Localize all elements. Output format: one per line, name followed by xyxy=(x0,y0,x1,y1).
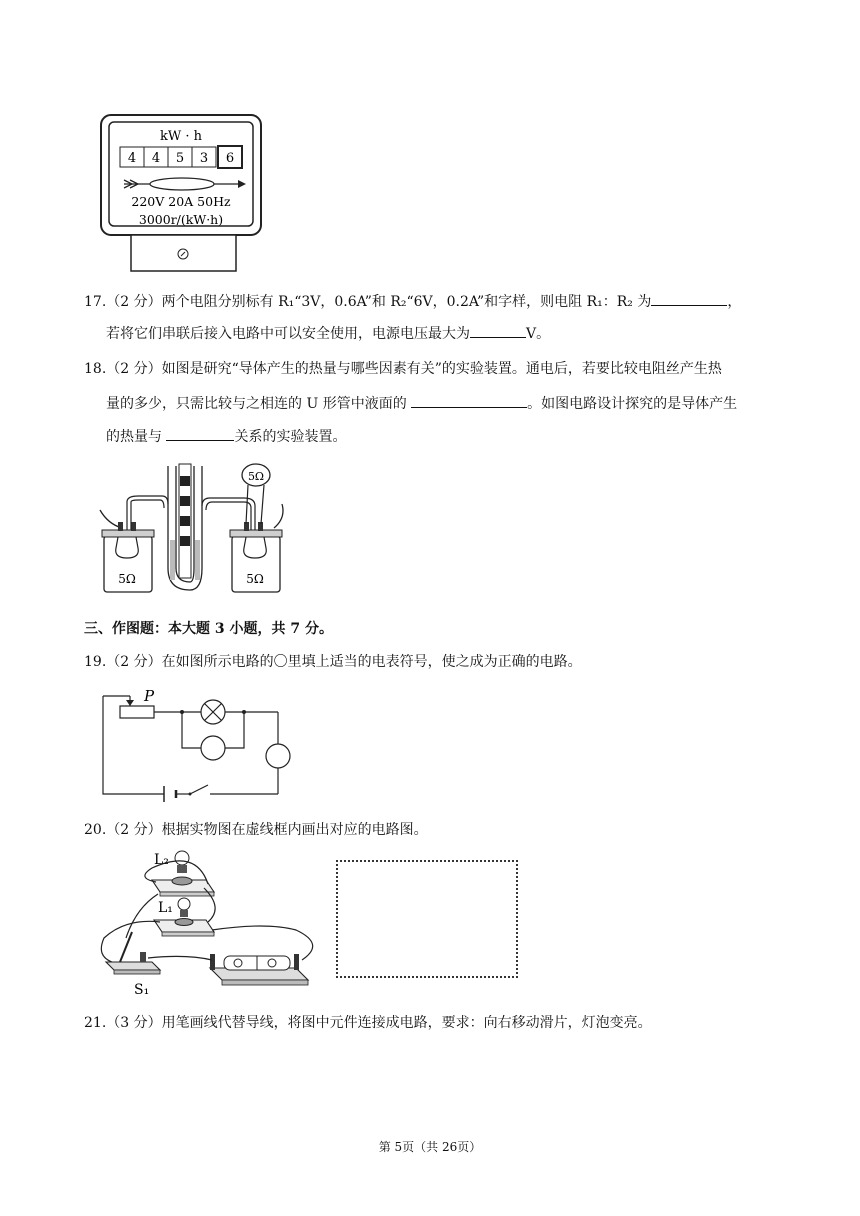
lamp-l2-label: L₂ xyxy=(154,852,169,868)
bulb-l2-icon xyxy=(175,851,189,865)
section-3-title: 三、作图题：本大题 3 小题，共 7 分。 xyxy=(84,621,333,637)
meter-digit: 4 xyxy=(127,151,137,166)
meter-digit: 5 xyxy=(175,151,185,166)
question-18-text-3: 的热量与 xyxy=(106,429,162,445)
page-footer: 第 5页（共 26页） xyxy=(378,1140,482,1154)
heating-apparatus-figure xyxy=(98,458,298,608)
answer-blank[interactable] xyxy=(166,426,234,441)
question-17-text: 17.（2 分）两个电阻分别标有 R₁“3V，0.6A”和 R₂“6V，0.2A”和字样，则电阻 R₁：R₂ 为 xyxy=(84,294,652,310)
question-18-text-2b: 。如图电路设计探究的是导体产生 xyxy=(527,396,738,412)
meter-digit-decimal: 6 xyxy=(225,151,235,166)
question-18-text-2: 量的多少，只需比较与之相连的 U 形管中液面的 xyxy=(106,396,407,412)
drawing-answer-box[interactable] xyxy=(336,860,518,978)
question-17-unit: V。 xyxy=(526,326,551,342)
meter-digit: 4 xyxy=(151,151,161,166)
physical-circuit-figure xyxy=(96,848,328,998)
question-21-text: 21.（3 分）用笔画线代替导线，将图中元件连接成电路，要求：向右移动滑片，灯泡变亮。 xyxy=(84,1015,652,1031)
question-18-line-2 xyxy=(106,393,737,414)
meter-rating-label: 220V 20A 50Hz xyxy=(131,194,231,209)
question-17-line-1 xyxy=(84,291,741,312)
rheostat-icon xyxy=(120,706,154,718)
question-19-text: 19.（2 分）在如图所示电路的〇里填上适当的电表符号，使之成为正确的电路。 xyxy=(84,654,582,670)
question-17-punct: ， xyxy=(727,294,742,310)
lamp-l1-label: L₁ xyxy=(158,900,173,916)
rheostat-slider-arrow-icon xyxy=(126,700,134,706)
switch-s1-label: S₁ xyxy=(134,982,150,998)
question-20-text: 20.（2 分）根据实物图在虚线框内画出对应的电路图。 xyxy=(84,822,428,838)
answer-blank[interactable] xyxy=(651,291,727,306)
left-stopper xyxy=(102,530,154,537)
electricity-meter-figure xyxy=(98,112,266,276)
circuit-diagram-q19 xyxy=(98,682,298,804)
meter-placeholder-circle[interactable] xyxy=(201,736,225,760)
question-18-line-1: 18.（2 分）如图是研究“导体产生的热量与哪些因素有关”的实验装置。通电后，若要比较电阻丝产生热 xyxy=(84,361,722,377)
left-resistor-label: 5Ω xyxy=(118,572,136,586)
answer-blank[interactable] xyxy=(470,323,526,338)
right-resistor-label: 5Ω xyxy=(246,572,264,586)
question-17-text-2: 若将它们串联后接入电路中可以安全使用，电源电压最大为 xyxy=(106,326,470,342)
meter-unit-label: kW · h xyxy=(159,129,203,144)
external-resistor-label: 5Ω xyxy=(247,470,265,483)
meter-placeholder-circle[interactable] xyxy=(266,744,290,768)
right-stopper xyxy=(230,530,282,537)
meter-digit: 3 xyxy=(199,151,209,166)
meter-digit-row xyxy=(120,146,242,168)
question-17-line-2 xyxy=(106,323,550,344)
switch-s1-board xyxy=(106,962,160,970)
question-18-line-3 xyxy=(106,426,346,447)
bulb-l1-icon xyxy=(178,898,190,910)
question-18-text-3b: 关系的实验装置。 xyxy=(234,429,347,445)
meter-constant-label: 3000r/(kW·h) xyxy=(138,212,224,227)
slider-label: P xyxy=(144,687,155,705)
answer-blank[interactable] xyxy=(411,393,527,408)
